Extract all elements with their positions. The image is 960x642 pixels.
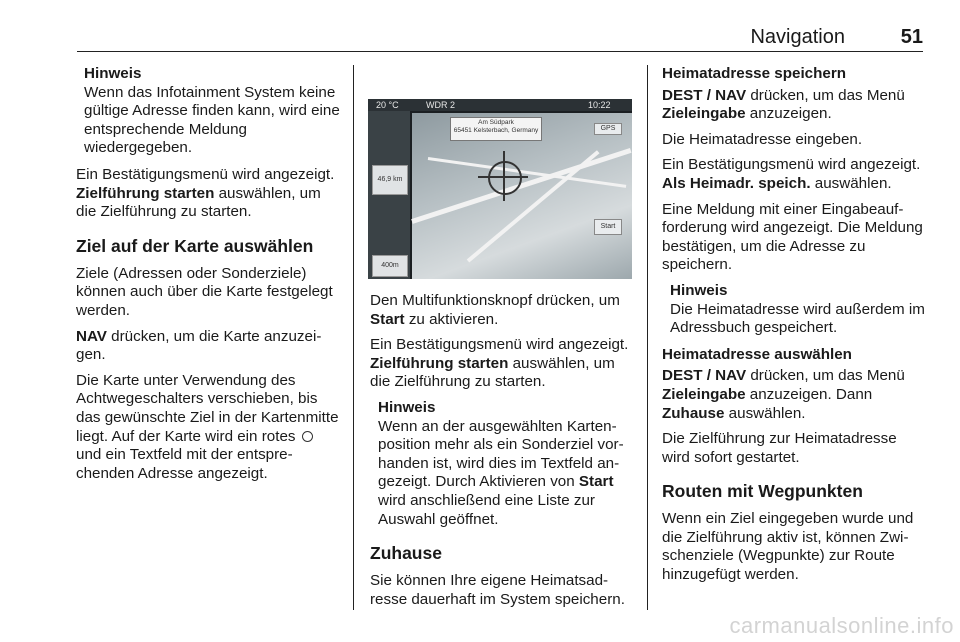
paragraph: Sie können Ihre eigene Heimatsadresse dauerhaft im System speichern. (370, 572, 625, 608)
gps-button[interactable]: GPS (594, 123, 622, 135)
temperature: 20 °C (376, 100, 399, 110)
section-heading: Ziel auf der Karte auswählen (76, 235, 314, 256)
paragraph: Die Heimatadresse eingeben. (662, 130, 863, 148)
subsection-heading: Heimatadresse auswählen (662, 345, 852, 363)
text: Wenn an der ausgewählten Kartenposition mehr als ein Sonderziel vorhanden ist, wird dies im Textfeld angezeigt. Durch Aktivieren von (378, 417, 624, 491)
paragraph (370, 336, 634, 392)
text: drücken, um die Karte anzuzeigen. (76, 327, 322, 364)
text: Ein Bestätigungsmenü wird angezeigt. (370, 336, 629, 354)
note-text: Die Heimatadresse wird außerdem im Adressbuch gespeichert. (670, 300, 925, 337)
paragraph: Die Zielführung zur Heimatadresse wird sofort gestartet. (662, 430, 897, 466)
clock: 10:22 (588, 100, 611, 110)
button-term: DEST / NAV (662, 367, 747, 385)
header-rule (77, 51, 923, 52)
section-heading: Routen mit Wegpunkten (662, 481, 863, 502)
paragraph: Eine Meldung mit einer Eingabeaufforderung wird angezeigt. Die Meldung bestätigen, um die Adresse zu speichern. (662, 200, 923, 274)
text: auswählen, um die Zielführung zu starten. (76, 184, 321, 221)
paragraph (76, 328, 342, 365)
distance-button[interactable]: 46,9 km (372, 165, 408, 195)
menu-term: Als Heimadr. speich. (662, 174, 811, 192)
address-box (450, 117, 542, 141)
text: auswählen, um die Zielführung zu starten. (370, 354, 615, 391)
note-title: Hinweis (84, 65, 142, 82)
start-button[interactable]: Start (594, 219, 622, 235)
column-middle (370, 292, 634, 616)
radio-station: WDR 2 (426, 100, 455, 110)
text: wird anschließend eine Liste zur Auswahl geöffnet. (378, 491, 595, 528)
map-side-panel (368, 111, 410, 279)
address-line: 65451 Kelsterbach, Germany (453, 127, 539, 134)
text: anzuzeigen. Dann (745, 385, 873, 403)
text: Ein Bestätigungsmenü wird angezeigt. (76, 165, 335, 183)
paragraph (662, 87, 926, 124)
menu-term: Zieleingabe (662, 105, 746, 123)
page-number: 51 (900, 26, 923, 48)
button-term: Start (578, 473, 614, 491)
text: Die Karte unter Verwendung des Achtwegeschalters verschieben, bis das gewünschte Ziel in der Kartenmitte liegt. Auf der Karte wird ein rotes (76, 371, 339, 445)
paragraph: Wenn ein Ziel eingegeben wurde und die Zielführung aktiv ist, können Zwischenziele (Wegpunkte) zur Route hinzugefügt werden. (662, 510, 914, 584)
text: drücken, um das Menü (746, 367, 905, 385)
menu-term: Zuhause (662, 404, 725, 422)
note-title: Hinweis (378, 398, 436, 416)
text: Den Multifunktionsknopf drücken, um (370, 292, 620, 309)
watermark: carmanualsonline.info (729, 613, 954, 638)
paragraph: Ziele (Adressen oder Sonderziele) können auch über die Karte festgelegt werden. (76, 264, 333, 319)
text: auswählen. (810, 174, 892, 192)
button-term: NAV (76, 327, 107, 345)
note-title: Hinweis (670, 281, 728, 299)
text: und ein Textfeld mit der entsprechenden Adresse angezeigt. (76, 446, 293, 482)
status-bar (368, 99, 632, 111)
column-divider (353, 65, 354, 610)
button-term: DEST / NAV (662, 86, 747, 104)
paragraph (370, 292, 634, 329)
note-text: Wenn das Infotainment System keine gültige Adresse finden kann, wird eine entsprechende Meldung wiedergegeben. (84, 83, 340, 157)
text: drücken, um das Menü (746, 86, 905, 104)
note-text (378, 418, 634, 530)
paragraph (76, 166, 342, 222)
note-box (662, 282, 926, 338)
paragraph (76, 372, 342, 484)
note-box (370, 399, 634, 529)
map-screenshot (368, 99, 632, 279)
address-line: Am Südpark (478, 119, 514, 126)
menu-term: Zieleingabe (662, 385, 746, 403)
menu-term: Zielführung starten (76, 184, 215, 202)
menu-term: Zielführung starten (370, 354, 509, 372)
text: Ein Bestätigungsmenü wird angezeigt. (662, 156, 921, 174)
crosshair-icon (488, 161, 522, 195)
column-left (76, 65, 342, 490)
paragraph (662, 367, 926, 423)
paragraph (662, 156, 926, 193)
page-header (77, 22, 923, 52)
button-term: Start (370, 310, 405, 328)
text: auswählen. (724, 404, 806, 422)
section-heading: Zuhause (370, 543, 442, 564)
scale-button[interactable]: 400m (372, 255, 408, 277)
subsection-heading: Heimatadresse speichern (662, 65, 847, 82)
column-divider (647, 65, 648, 610)
column-right (662, 65, 926, 592)
circle-icon (302, 431, 313, 442)
text: anzuzeigen. (745, 105, 832, 123)
page-section-title: Navigation (750, 26, 845, 48)
text: zu aktivieren. (404, 310, 499, 328)
crosshair-line (503, 151, 505, 201)
note-box (76, 65, 342, 158)
